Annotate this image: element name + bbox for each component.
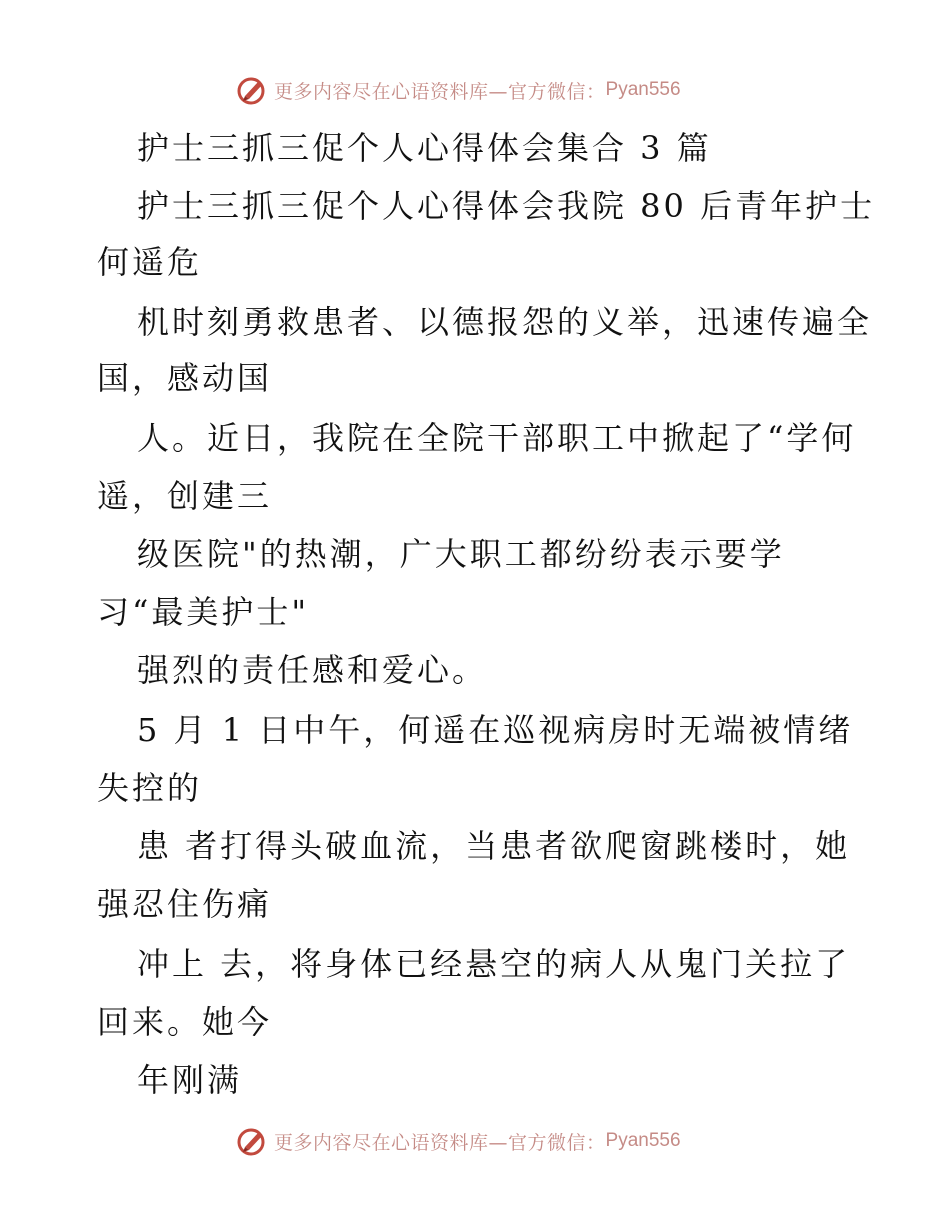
paragraph-line: 护士三抓三促个人心得体会我院 80 后青年护士 bbox=[137, 187, 876, 225]
footer-watermark bbox=[236, 1123, 681, 1159]
header-watermark bbox=[236, 72, 681, 108]
paragraph-line: 失控的 bbox=[97, 769, 203, 807]
paragraph-line: 年刚满 bbox=[137, 1061, 243, 1099]
paragraph-line: 习“最美护士" bbox=[97, 593, 310, 631]
watermark-text: 更多内容尽在心语资料库—官方微信： bbox=[274, 80, 606, 103]
pen-logo-icon bbox=[236, 74, 268, 106]
paragraph-line: 人。近日，我院在全院干部职工中掀起了“学何 bbox=[137, 419, 857, 457]
watermark-wechat-id: Pyan556 bbox=[605, 79, 681, 100]
paragraph-line: 强忍住伤痛 bbox=[97, 885, 273, 923]
paragraph-line: 回来。她今 bbox=[97, 1003, 273, 1041]
pen-logo-icon bbox=[236, 1125, 268, 1157]
paragraph-line: 遥，创建三 bbox=[97, 477, 273, 515]
paragraph-line: 5 月 1 日中午，何遥在巡视病房时无端被情绪 bbox=[137, 711, 854, 749]
paragraph-line: 冲上 去，将身体已经悬空的病人从鬼门关拉了 bbox=[137, 945, 851, 983]
watermark-text: 更多内容尽在心语资料库—官方微信： bbox=[274, 1131, 606, 1154]
paragraph-line: 何遥危 bbox=[97, 243, 203, 281]
paragraph-line: 患 者打得头破血流，当患者欲爬窗跳楼时，她 bbox=[137, 827, 851, 865]
paragraph-line: 级医院"的热潮，广大职工都纷纷表示要学 bbox=[137, 535, 785, 573]
watermark-wechat-id: Pyan556 bbox=[605, 1130, 681, 1151]
document-title: 护士三抓三促个人心得体会集合 3 篇 bbox=[137, 129, 712, 167]
paragraph-line: 强烈的责任感和爱心。 bbox=[137, 651, 488, 689]
paragraph-line: 国，感动国 bbox=[97, 359, 273, 397]
paragraph-line: 机时刻勇救患者、以德报怨的义举，迅速传遍全 bbox=[137, 303, 873, 341]
